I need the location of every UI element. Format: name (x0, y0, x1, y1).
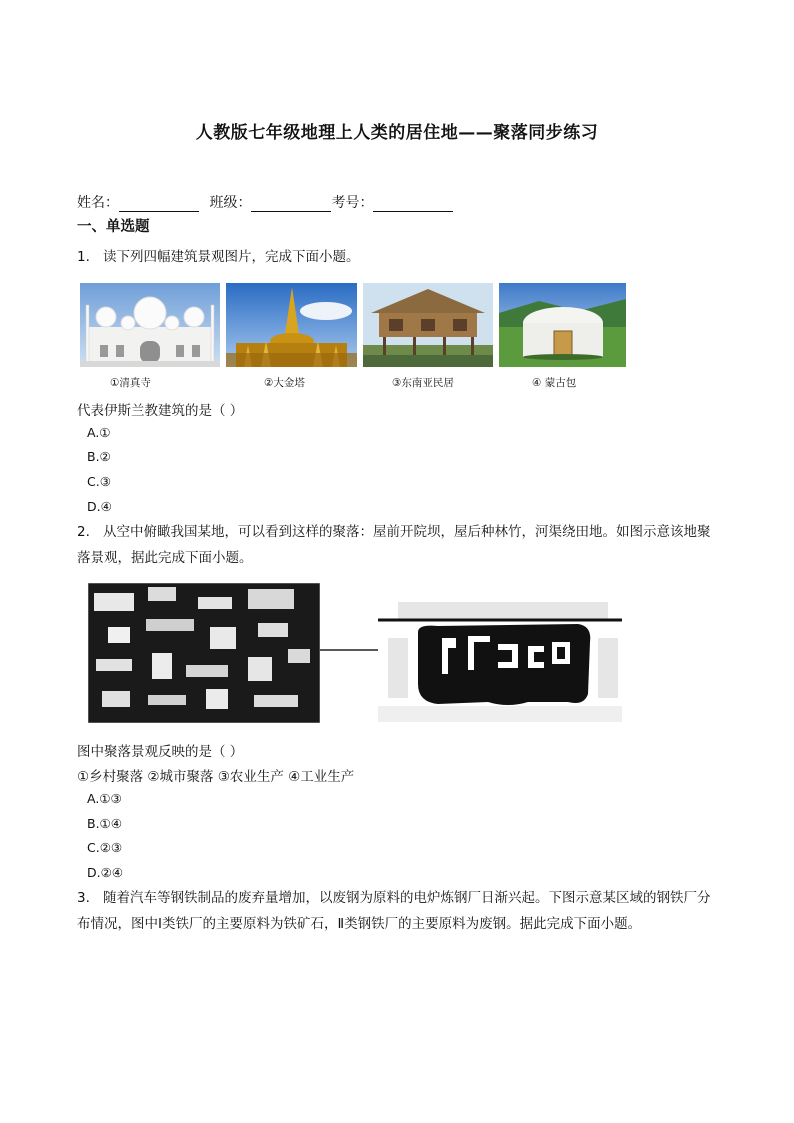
question-2-statements: ①乡村聚落 ②城市聚落 ③农业生产 ④工业生产 (77, 769, 355, 785)
option-d[interactable]: D.②④ (87, 865, 124, 880)
name-label: 姓名： (77, 195, 119, 211)
question-2-prompt: 图中聚落景观反映的是（ ） (77, 744, 244, 760)
option-b[interactable]: B.①④ (87, 816, 122, 831)
option-c[interactable]: C.②③ (87, 840, 123, 855)
class-blank[interactable] (251, 197, 331, 212)
photo-caption-1: ①清真寺 (110, 377, 151, 389)
question-text: 读下列四幅建筑景观图片，完成下面小题。 (103, 249, 360, 265)
question-number: 3. (77, 890, 90, 906)
option-d[interactable]: D.④ (87, 499, 112, 514)
question-1-prompt: 代表伊斯兰教建筑的是（ ） (77, 403, 244, 419)
option-a[interactable]: A.①③ (87, 791, 122, 806)
student-info-row (77, 192, 459, 212)
photo-caption-3: ③东南亚民居 (392, 377, 454, 389)
question-3-stem (77, 885, 722, 937)
question-number: 2. (77, 524, 90, 540)
name-blank[interactable] (119, 197, 199, 212)
stilt-house-photo (363, 283, 493, 367)
question-number: 1. (77, 249, 90, 265)
settlement-schematic-diagram (378, 598, 622, 722)
exam-number-blank[interactable] (373, 197, 453, 212)
question-text: 从空中俯瞰我国某地，可以看到这样的聚落：屋前开院坝，屋后种林竹，河渠绕田地。如图示意该地聚落景观，据此完成下面小题。 (77, 524, 711, 566)
option-b[interactable]: B.② (87, 449, 111, 464)
exam-number-label: 考号： (331, 195, 374, 211)
option-c[interactable]: C.③ (87, 474, 111, 489)
mosque-photo (80, 283, 220, 367)
section-title: 一、单选题 (77, 219, 150, 235)
golden-pagoda-photo (226, 283, 357, 367)
class-label: 班级： (209, 195, 252, 211)
photo-caption-2: ②大金塔 (264, 377, 305, 389)
question-2-stem (77, 519, 722, 571)
question-1-stem (77, 244, 722, 270)
option-a[interactable]: A.① (87, 425, 111, 440)
question-text: 随着汽车等钢铁制品的废弃量增加，以废钢为原料的电炉炼钢厂日渐兴起。下图示意某区域的钢铁厂分布情况，图中Ⅰ类铁厂的主要原料为铁矿石，Ⅱ类钢铁厂的主要原料为废钢。据此完成下面小题。 (77, 890, 711, 932)
page-title: 人教版七年级地理上人类的居住地——聚落同步练习 (195, 123, 599, 143)
aerial-settlement-photo (88, 583, 320, 723)
photo-caption-4: ④ 蒙古包 (532, 377, 577, 389)
yurt-photo (499, 283, 626, 367)
